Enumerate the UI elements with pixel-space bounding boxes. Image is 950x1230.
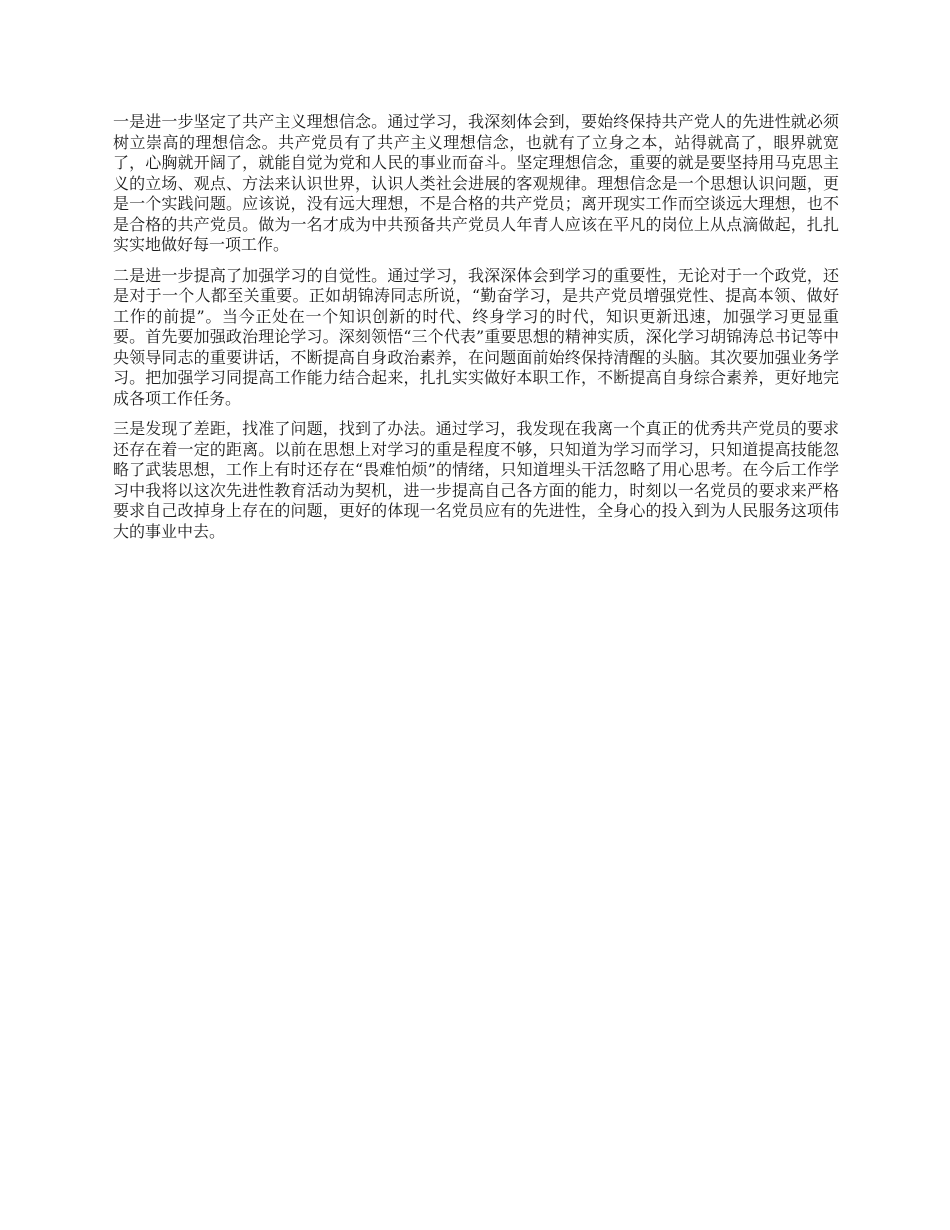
document-body: [113, 112, 839, 552]
paragraph-1: 一是进一步坚定了共产主义理想信念。通过学习，我深刻体会到，要始终保持共产党人的先进性就必须树立崇高的理想信念。共产党员有了共产主义理想信念，也就有了立身之本，站得就高了，眼界就宽了，心胸就开阔了，就能自觉为党和人民的事业而奋斗。坚定理想信念，重要的就是要坚持用马克思主义的立场、观点、方法来认识世界，认识人类社会进展的客观规律。理想信念是一个思想认识问题，更是一个实践问题。应该说，没有远大理想，不是合格的共产党员；离开现实工作而空谈远大理想，也不是合格的共产党员。做为一名才成为中共预备共产党员人年青人应该在平凡的岗位上从点滴做起，扎扎实实地做好每一项工作。: [113, 112, 839, 254]
paragraph-3: 三是发现了差距，找准了问题，找到了办法。通过学习，我发现在我离一个真正的优秀共产党员的要求还存在着一定的距离。以前在思想上对学习的重是程度不够，只知道为学习而学习，只知道提高技能忽略了武装思想，工作上有时还存在“畏难怕烦”的情绪，只知道埋头干活忽略了用心思考。在今后工作学习中我将以这次先进性教育活动为契机，进一步提高自己各方面的能力，时刻以一名党员的要求来严格要求自己改掉身上存在的问题，更好的体现一名党员应有的先进性，全身心的投入到为人民服务这项伟大的事业中去。: [113, 419, 839, 541]
paragraph-2: 二是进一步提高了加强学习的自觉性。通过学习，我深深体会到学习的重要性，无论对于一个政党，还是对于一个人都至关重要。正如胡锦涛同志所说，“勤奋学习，是共产党员增强党性、提高本领、做好工作的前提”。当今正处在一个知识创新的时代、终身学习的时代，知识更新迅速，加强学习更显重要。首先要加强政治理论学习。深刻领悟“三个代表”重要思想的精神实质，深化学习胡锦涛总书记等中央领导同志的重要讲话，不断提高自身政治素养，在问题面前始终保持清醒的头脑。其次要加强业务学习。把加强学习同提高工作能力结合起来，扎扎实实做好本职工作，不断提高自身综合素养，更好地完成各项工作任务。: [113, 265, 839, 408]
